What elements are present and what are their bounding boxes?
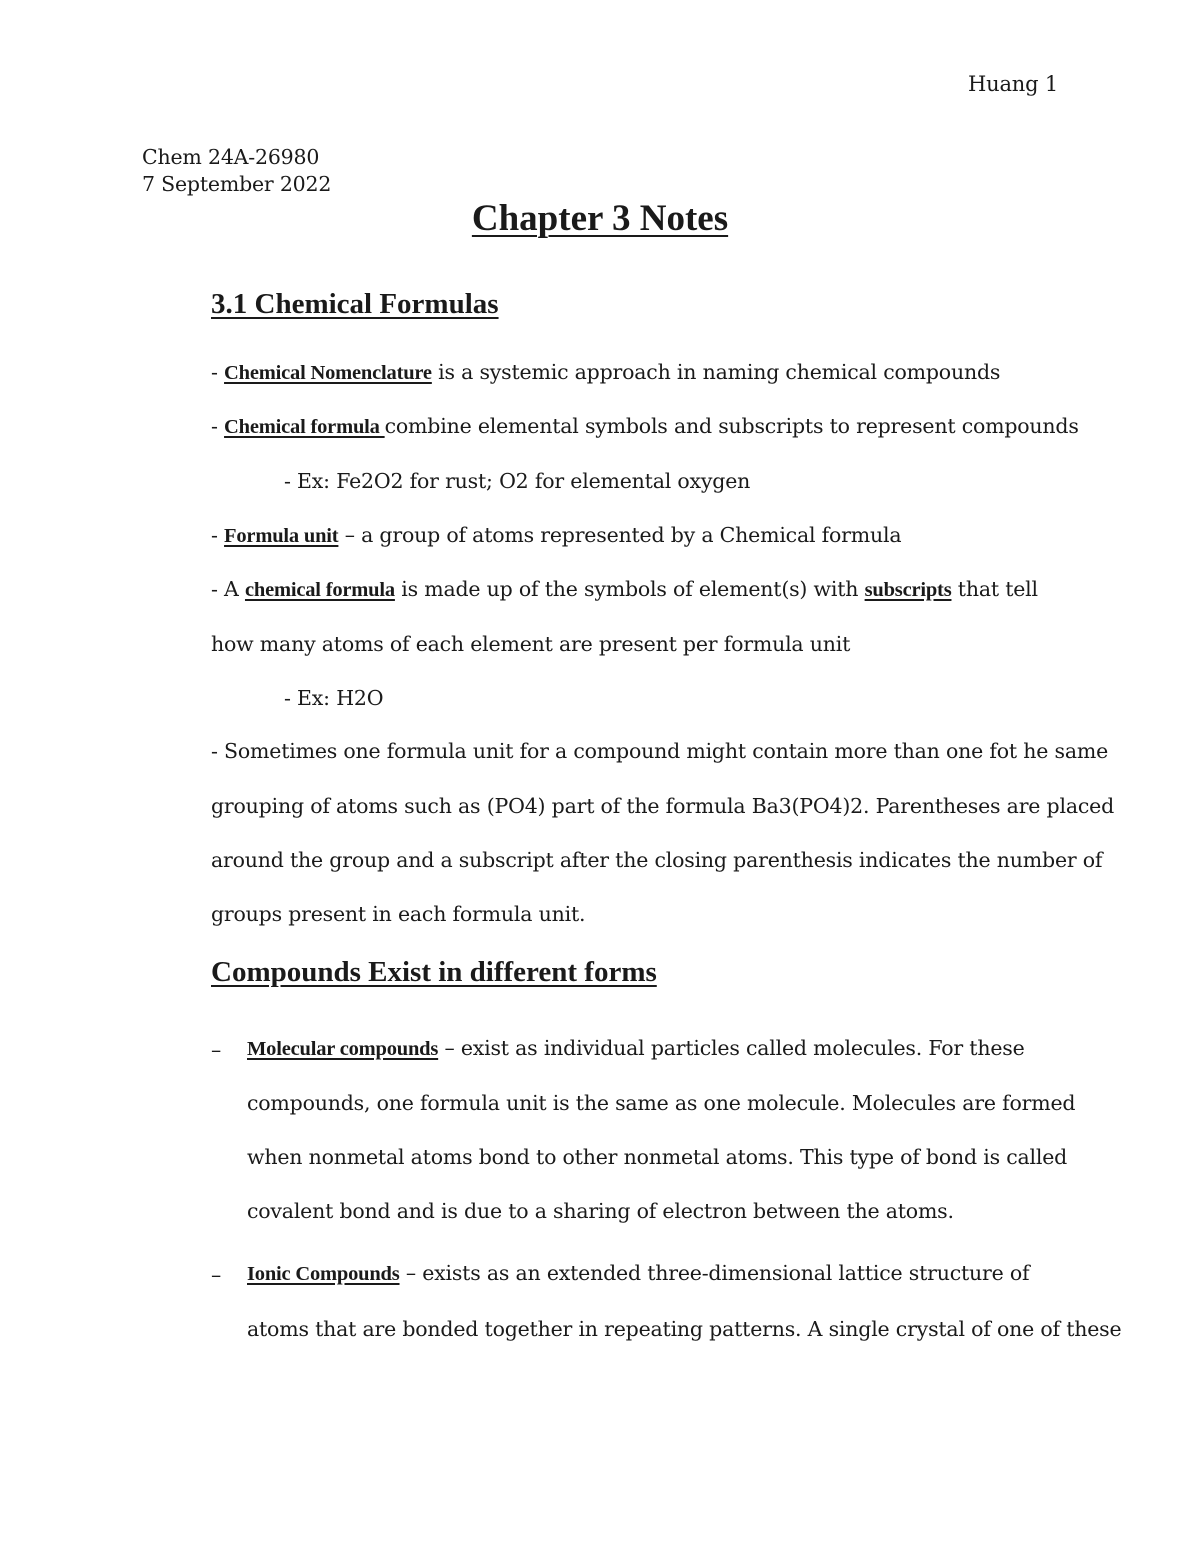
nomenclature-term: Chemical Nomenclature <box>224 362 432 384</box>
formula-prefix: - <box>211 414 225 438</box>
chem-formula-prefix: - A <box>211 577 245 601</box>
page-header-label: Huang 1 <box>968 72 1058 96</box>
chem-formula-mid: is made up of the symbols of element(s) with <box>394 577 865 601</box>
sometimes-line2: grouping of atoms such as (PO4) part of the formula Ba3(PO4)2. Parentheses are placed <box>211 794 1114 818</box>
formula-unit-text: – a group of atoms represented by a Chemical formula <box>338 523 902 547</box>
molecular-line2: compounds, one formula unit is the same as one molecule. Molecules are formed <box>247 1091 1076 1115</box>
formula-term: Chemical formula <box>224 416 385 438</box>
ionic-line2: atoms that are bonded together in repeating patterns. A single crystal of one of these <box>247 1317 1122 1341</box>
sometimes-line1: - Sometimes one formula unit for a compound might contain more than one fot he same <box>211 739 1109 763</box>
molecular-line3: when nonmetal atoms bond to other nonmetal atoms. This type of bond is called <box>247 1145 1068 1169</box>
formula-unit-prefix: - <box>211 523 225 547</box>
date-label: 7 September 2022 <box>142 172 332 196</box>
nomenclature-line <box>211 362 1000 384</box>
formula-unit-line <box>211 525 901 547</box>
formula-text: combine elemental symbols and subscripts to represent compounds <box>384 414 1079 438</box>
sometimes-line3: around the group and a subscript after the closing parenthesis indicates the number of <box>211 848 1103 872</box>
molecular-line4: covalent bond and is due to a sharing of electron between the atoms. <box>247 1199 954 1223</box>
page-title: Chapter 3 Notes <box>471 198 729 239</box>
nomenclature-prefix: - <box>211 360 225 384</box>
formula-unit-term: Formula unit <box>224 525 339 547</box>
ionic-term: Ionic Compounds <box>247 1263 400 1285</box>
nomenclature-text: is a systemic approach in naming chemical compounds <box>431 360 1001 384</box>
chemical-formula-definition-line1 <box>211 579 1038 601</box>
h2o-example: - Ex: H2O <box>284 686 384 710</box>
molecular-text1: – exist as individual particles called molecules. For these <box>438 1036 1025 1060</box>
ionic-bullet: – <box>211 1263 222 1287</box>
molecular-line1 <box>247 1038 1025 1060</box>
chemical-formula-definition-line2: how many atoms of each element are present per formula unit <box>211 632 851 656</box>
ionic-text1: – exists as an extended three-dimensional lattice structure of <box>399 1261 1030 1285</box>
section-heading-chemical-formulas: 3.1 Chemical Formulas <box>211 288 499 320</box>
rust-example: - Ex: Fe2O2 for rust; O2 for elemental oxygen <box>284 469 751 493</box>
section-heading-compounds: Compounds Exist in different forms <box>211 956 657 988</box>
ionic-line1 <box>247 1263 1029 1285</box>
chem-formula-term: chemical formula <box>244 579 395 601</box>
course-label: Chem 24A-26980 <box>142 145 320 169</box>
molecular-term: Molecular compounds <box>247 1038 439 1060</box>
molecular-bullet: – <box>211 1038 222 1062</box>
chem-formula-end: that tell <box>951 577 1038 601</box>
chemical-formula-line <box>211 416 1079 438</box>
subscripts-term: subscripts <box>864 579 952 601</box>
sometimes-line4: groups present in each formula unit. <box>211 902 586 926</box>
